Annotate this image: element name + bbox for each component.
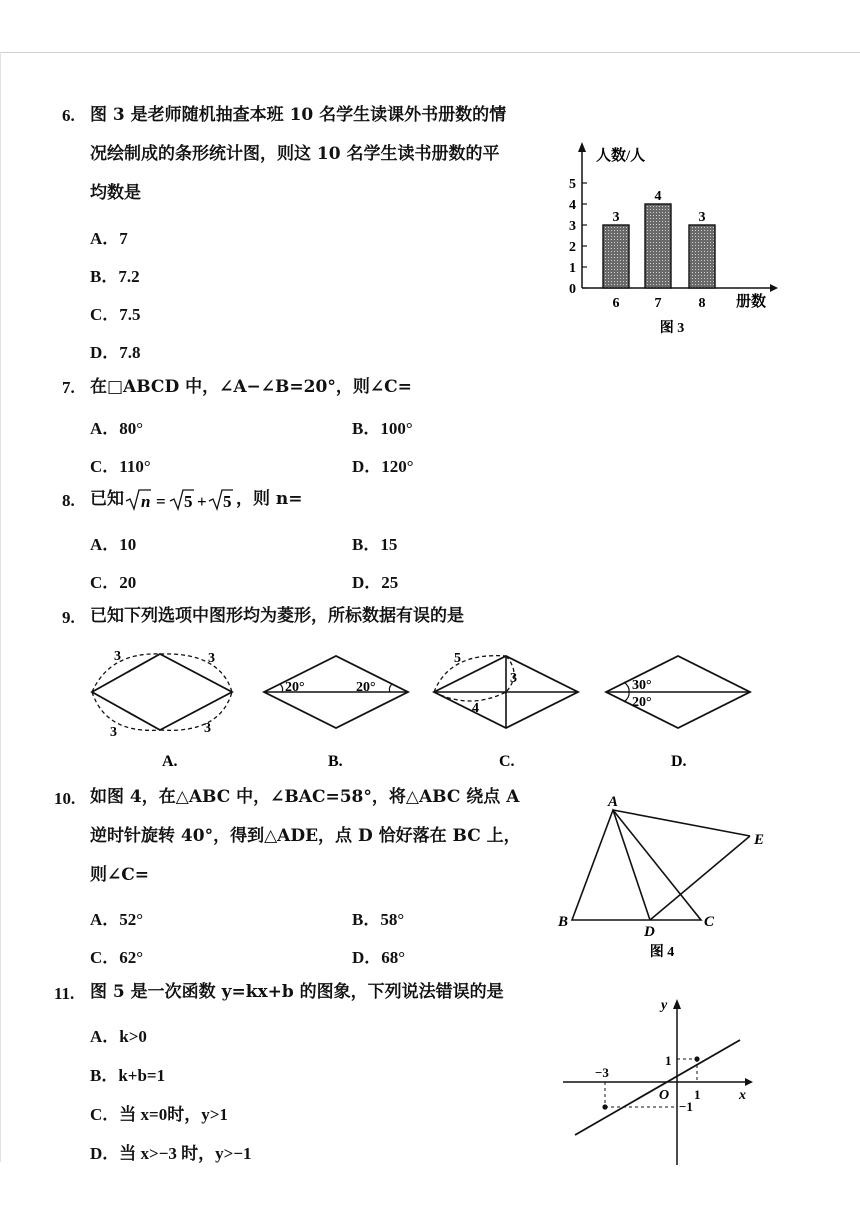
question-stem-line-2: 况绘制成的条形统计图，则这 10 名学生读书册数的平 xyxy=(90,144,500,164)
y-tick-label: 2 xyxy=(569,240,576,255)
option-b[interactable]: B．k+b=1 xyxy=(90,1066,166,1085)
y-tick-label: 4 xyxy=(569,198,576,213)
vertex-label: A xyxy=(608,794,619,810)
option-c[interactable]: C．110° xyxy=(90,457,151,476)
y-tick-label: 1 xyxy=(665,1053,672,1068)
bar-8 xyxy=(689,225,715,288)
option-a[interactable]: A．80° xyxy=(90,419,144,438)
svg-text:+: + xyxy=(197,491,207,511)
x-tick-label: 7 xyxy=(654,296,662,311)
stem-prefix: 已知 xyxy=(90,489,124,509)
question-number: 9. xyxy=(62,608,75,627)
label: 4 xyxy=(472,701,479,716)
label: 3 xyxy=(208,651,215,666)
x-tick-label: 1 xyxy=(694,1087,701,1102)
bar-6 xyxy=(603,225,629,288)
question-number: 11. xyxy=(54,984,75,1003)
option-b[interactable]: B．15 xyxy=(352,535,398,554)
option-c[interactable]: C．当 x=0时，y>1 xyxy=(90,1105,228,1124)
x-tick-label: 6 xyxy=(612,296,620,311)
origin-label: O xyxy=(659,1088,670,1103)
rhombus-figure-a xyxy=(92,649,232,770)
page-left-border xyxy=(0,52,1,1162)
option-a[interactable]: A．10 xyxy=(90,535,137,554)
rhombus-figure-d xyxy=(606,656,750,770)
vertex-label: B xyxy=(558,914,569,930)
question-stem xyxy=(90,480,303,519)
option-c[interactable]: C．20 xyxy=(90,573,137,592)
question-stem-line-3: 则∠C= xyxy=(90,865,150,885)
rhombus-figure-b xyxy=(264,656,408,770)
x-axis-label: 册数 xyxy=(736,294,767,310)
question-stem-line-1: 图 3 是老师随机抽查本班 10 名学生读课外书册数的情 xyxy=(90,105,507,125)
label: 3 xyxy=(510,671,517,686)
caption: D. xyxy=(671,753,687,770)
question-number: 8. xyxy=(62,491,75,510)
label: 3 xyxy=(204,721,211,736)
angle-label: 20° xyxy=(285,680,305,695)
y-axis-label: y xyxy=(661,998,668,1013)
y-tick-label: −1 xyxy=(679,1099,693,1114)
svg-text:n: n xyxy=(141,491,151,511)
label: 3 xyxy=(114,649,121,664)
question-stem: 已知下列选项中图形均为菱形，所标数据有误的是 xyxy=(90,606,464,626)
x-axis-arrow xyxy=(770,284,778,292)
y-axis-label: 人数/人 xyxy=(596,148,646,164)
vertex-label: C xyxy=(704,914,715,930)
svg-text:5: 5 xyxy=(184,491,193,511)
function-line xyxy=(575,1040,740,1135)
option-d[interactable]: D．7.8 xyxy=(90,343,141,362)
y-axis-arrow xyxy=(578,142,586,152)
question-stem: 图 5 是一次函数 y=kx+b 的图象，下列说法错误的是 xyxy=(90,982,504,1002)
angle-label: 20° xyxy=(356,680,376,695)
option-d[interactable]: D．120° xyxy=(352,457,414,476)
option-b[interactable]: B．7.2 xyxy=(90,267,140,286)
option-c[interactable]: C．7.5 xyxy=(90,305,141,324)
label: 5 xyxy=(454,651,461,666)
stem-suffix: ，则 n= xyxy=(236,489,303,509)
bar-7 xyxy=(645,204,671,288)
question-stem-line-2: 逆时针旋转 40°，得到△ADE，点 D 恰好落在 BC 上， xyxy=(90,826,521,846)
y-tick-label: 5 xyxy=(569,177,576,192)
question-stem-line-3: 均数是 xyxy=(90,183,141,203)
rhombus-figure-c xyxy=(434,651,578,770)
question-number: 6. xyxy=(62,106,75,125)
question-number: 7. xyxy=(62,378,75,397)
vertex-label: D xyxy=(644,924,655,940)
bar-value-label: 3 xyxy=(612,210,620,225)
page-top-border xyxy=(0,52,860,53)
y-tick-label: 1 xyxy=(569,261,576,276)
x-tick-label: 8 xyxy=(698,296,706,311)
option-a[interactable]: A．7 xyxy=(90,229,128,248)
x-tick-label: −3 xyxy=(595,1065,609,1080)
option-c[interactable]: C．62° xyxy=(90,948,144,967)
caption: B. xyxy=(328,753,343,770)
y-tick-label: 3 xyxy=(569,219,576,234)
bar-chart-figure-3 xyxy=(560,140,780,335)
svg-text:5: 5 xyxy=(223,491,232,511)
linear-function-graph-figure-5 xyxy=(555,995,765,1170)
vertex-label: E xyxy=(754,832,765,848)
option-b[interactable]: B．58° xyxy=(352,910,405,929)
svg-text:=: = xyxy=(156,491,166,511)
label: 3 xyxy=(110,725,117,740)
option-d[interactable]: D．68° xyxy=(352,948,406,967)
option-d[interactable]: D．25 xyxy=(352,573,399,592)
bar-value-label: 4 xyxy=(654,189,662,204)
angle-label: 20° xyxy=(632,695,652,710)
y-tick-label: 0 xyxy=(569,282,576,297)
question-stem: 在□ABCD 中，∠A−∠B=20°，则∠C= xyxy=(90,377,412,397)
question-stem-line-1: 如图 4，在△ABC 中，∠BAC=58°，将△ABC 绕点 A xyxy=(90,787,520,807)
bar-value-label: 3 xyxy=(698,210,706,225)
caption: C. xyxy=(499,753,515,770)
option-b[interactable]: B．100° xyxy=(352,419,413,438)
chart-caption: 图 3 xyxy=(659,321,685,335)
option-a[interactable]: A．k>0 xyxy=(90,1027,147,1046)
question-number: 10. xyxy=(54,789,76,808)
angle-label: 30° xyxy=(632,678,652,693)
x-axis-label: x xyxy=(739,1088,746,1103)
caption: A. xyxy=(162,753,178,770)
figure-caption: 图 4 xyxy=(649,945,675,960)
option-d[interactable]: D．当 x>−3 时，y>−1 xyxy=(90,1144,252,1163)
option-a[interactable]: A．52° xyxy=(90,910,144,929)
sqrt-equation xyxy=(124,487,236,513)
triangle-figure-4 xyxy=(550,788,780,968)
rhombus-figures xyxy=(80,640,770,770)
